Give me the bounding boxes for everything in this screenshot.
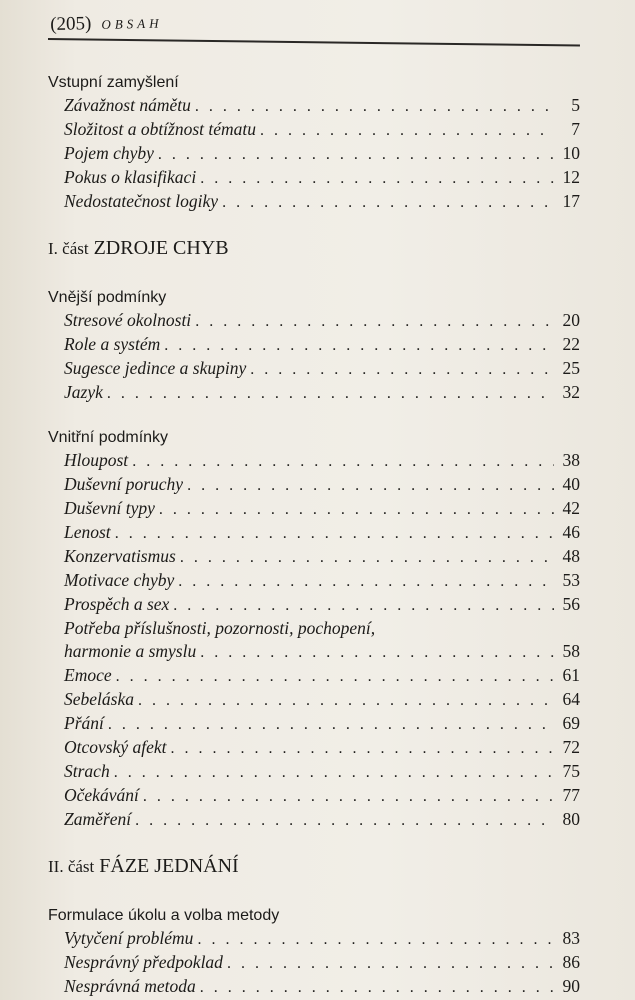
dot-leader	[200, 976, 554, 999]
dot-leader	[200, 167, 554, 190]
toc-entry[interactable]	[48, 808, 580, 832]
dot-leader	[200, 641, 554, 664]
internal-conditions-entries	[48, 449, 580, 617]
toc-entry[interactable]	[48, 381, 580, 405]
toc-entry-page: 86	[562, 952, 580, 972]
dot-leader	[173, 594, 554, 617]
dot-leader	[159, 498, 554, 521]
part2-title: FÁZE JEDNÁNÍ	[99, 855, 239, 877]
toc-entry-page: 48	[562, 546, 580, 566]
formulation-entries	[48, 927, 580, 999]
dot-leader	[227, 952, 554, 975]
dot-leader	[143, 785, 554, 808]
toc-entry-page: 80	[562, 809, 580, 829]
dot-leader	[180, 546, 554, 569]
page-number: (205)	[50, 13, 92, 35]
toc-entry-page: 7	[571, 119, 580, 139]
dot-leader	[158, 143, 554, 166]
toc-entry-title: Přání	[64, 713, 104, 733]
external-conditions-entries	[48, 309, 580, 405]
toc-entry-page: 42	[562, 498, 580, 518]
toc-entry-page: 64	[562, 689, 580, 709]
toc-entry-title: Konzervatismus	[64, 546, 176, 566]
dot-leader	[171, 737, 554, 760]
dot-leader	[116, 665, 554, 688]
toc-entry-title: Emoce	[64, 665, 112, 685]
toc-entry-page: 38	[562, 450, 580, 470]
dot-leader	[135, 809, 554, 832]
toc-entry[interactable]	[48, 497, 580, 521]
toc-entry-page: 75	[562, 761, 580, 781]
toc-entry-title: Otcovský afekt	[64, 737, 167, 757]
toc-entry-title: Zaměření	[64, 809, 132, 829]
toc-entry-page: 5	[571, 95, 580, 115]
toc-entry[interactable]	[48, 688, 580, 712]
toc-entry-title: Závažnost námětu	[64, 95, 191, 115]
toc-entry-page: 20	[562, 310, 580, 330]
toc-entry-page: 17	[562, 191, 580, 211]
dot-leader	[108, 713, 554, 736]
toc-entry[interactable]	[48, 736, 580, 760]
toc-entry[interactable]	[48, 166, 580, 190]
toc-entry-page: 58	[562, 641, 580, 661]
dot-leader	[195, 310, 554, 333]
toc-entry-title: Složitost a obtížnost tématu	[64, 119, 257, 139]
toc-entry-title: Nedostatečnost logiky	[64, 191, 219, 211]
toc-entry-title: Sebeláska	[64, 689, 134, 709]
toc-entry[interactable]	[48, 593, 580, 617]
group-heading-external: Vnější podmínky	[48, 289, 167, 306]
dot-leader	[222, 191, 554, 214]
toc-entry-title: Duševní poruchy	[64, 474, 184, 494]
dot-leader	[114, 761, 554, 784]
toc-entry[interactable]	[48, 521, 580, 545]
dot-leader	[164, 334, 554, 357]
part1-label: I. část	[48, 239, 89, 258]
toc-entry-page: 12	[562, 167, 580, 187]
toc-entry-page: 72	[562, 737, 580, 757]
table-of-contents	[48, 72, 580, 999]
toc-entry-title: Nesprávná metoda	[64, 976, 196, 996]
toc-entry-multiline[interactable]	[48, 617, 580, 664]
toc-entry-title: Duševní typy	[64, 498, 155, 518]
toc-entry[interactable]	[48, 927, 580, 951]
toc-entry-page: 10	[562, 143, 580, 163]
toc-entry[interactable]	[48, 569, 580, 593]
toc-entry-page: 46	[562, 522, 580, 542]
header-rule	[48, 38, 580, 46]
toc-entry[interactable]	[48, 784, 580, 808]
part1-heading	[48, 236, 580, 261]
toc-entry-title-line1: Potřeba příslušnosti, pozornosti, pochopení,	[64, 618, 376, 638]
toc-entry-title: Jazyk	[64, 382, 103, 402]
toc-entry[interactable]	[48, 449, 580, 473]
toc-entry[interactable]	[48, 951, 580, 975]
toc-entry[interactable]	[48, 760, 580, 784]
group-heading-formulation: Formulace úkolu a volba metody	[48, 907, 280, 924]
group-heading-internal: Vnitřní podmínky	[48, 429, 169, 446]
dot-leader	[178, 570, 554, 593]
dot-leader	[132, 450, 554, 473]
toc-entry[interactable]	[48, 142, 580, 166]
toc-entry-title: Hloupost	[64, 450, 129, 470]
dot-leader	[260, 119, 554, 142]
toc-entry-title: Vytyčení problému	[64, 928, 194, 948]
part2-heading	[48, 854, 580, 879]
toc-entry[interactable]	[48, 357, 580, 381]
dot-leader	[107, 382, 554, 405]
running-head-title: OBSAH	[101, 15, 163, 32]
toc-entry[interactable]	[48, 333, 580, 357]
internal-conditions-entries-cont	[48, 664, 580, 832]
toc-entry[interactable]	[48, 94, 580, 118]
toc-entry-title-line2: harmonie a smyslu	[64, 641, 197, 661]
toc-entry-title: Pokus o klasifikaci	[64, 167, 197, 187]
toc-entry[interactable]	[48, 473, 580, 497]
intro-heading: Vstupní zamyšlení	[48, 74, 179, 91]
toc-entry[interactable]	[48, 975, 580, 999]
toc-entry-title: Prospěch a sex	[64, 594, 170, 614]
toc-entry-title: Role a systém	[64, 334, 161, 354]
toc-entry-page: 25	[562, 358, 580, 378]
running-head	[50, 12, 163, 36]
dot-leader	[115, 522, 554, 545]
toc-entry[interactable]	[48, 190, 580, 214]
part1-title: ZDROJE CHYB	[93, 237, 229, 259]
toc-entry-page: 22	[562, 334, 580, 354]
toc-entry[interactable]	[48, 545, 580, 569]
part2-label: II. část	[48, 857, 95, 876]
dot-leader	[197, 928, 554, 951]
toc-entry-page: 61	[562, 665, 580, 685]
toc-entry-page: 56	[562, 594, 580, 614]
dot-leader	[195, 95, 554, 118]
toc-entry-page: 53	[562, 570, 580, 590]
toc-entry-title: Sugesce jedince a skupiny	[64, 358, 247, 378]
toc-entry-page: 90	[562, 976, 580, 996]
toc-entry[interactable]	[48, 309, 580, 333]
toc-entry[interactable]	[48, 118, 580, 142]
toc-entry[interactable]	[48, 712, 580, 736]
toc-entry-title: Motivace chyby	[64, 570, 175, 590]
dot-leader	[187, 474, 554, 497]
toc-entry-title: Strach	[64, 761, 110, 781]
toc-entry[interactable]	[48, 664, 580, 688]
toc-entry-page: 83	[562, 928, 580, 948]
toc-entry-page: 69	[562, 713, 580, 733]
toc-entry-page: 40	[562, 474, 580, 494]
toc-entry-page: 32	[562, 382, 580, 402]
toc-entry-title: Pojem chyby	[64, 143, 154, 163]
toc-entry-title: Očekávání	[64, 785, 139, 805]
toc-entry-title: Lenost	[64, 522, 111, 542]
dot-leader	[250, 358, 554, 381]
dot-leader	[138, 689, 554, 712]
toc-entry-title: Stresové okolnosti	[64, 310, 192, 330]
toc-entry-page: 77	[562, 785, 580, 805]
intro-entries	[48, 94, 580, 214]
toc-entry-title: Nesprávný předpoklad	[64, 952, 223, 972]
